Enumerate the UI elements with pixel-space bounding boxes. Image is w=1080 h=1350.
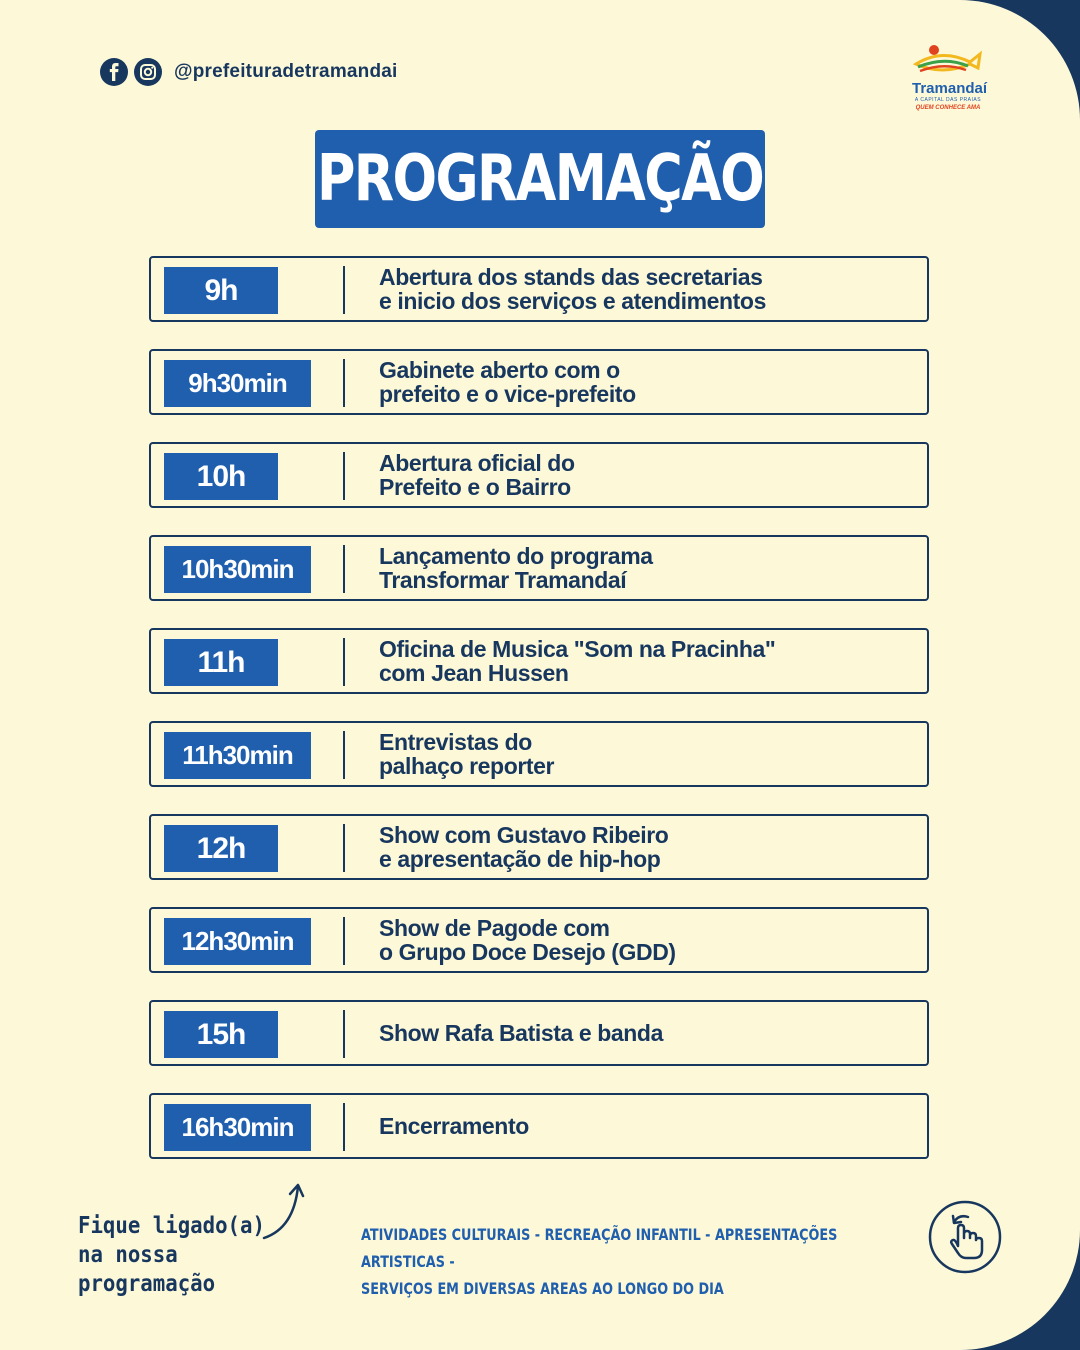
row-divider [343, 917, 345, 965]
activities-line-1: ATIVIDADES CULTURAIS - RECREAÇÃO INFANTIL - APRESENTAÇÕES ARTISTICAS - [361, 1225, 838, 1271]
logo-name: Tramandaí [912, 80, 988, 97]
logo-subtitle: A CAPITAL DAS PRAIAS [914, 97, 982, 103]
schedule-row [149, 1093, 929, 1159]
row-divider [343, 1103, 345, 1151]
row-divider [343, 266, 345, 314]
row-divider [343, 731, 345, 779]
event-description: Lançamento do programa Transformar Tramandaí [379, 543, 653, 593]
schedule-row [149, 907, 929, 973]
schedule-row [149, 256, 929, 322]
time-badge: 11h [164, 639, 278, 686]
event-description: Show Rafa Batista e banda [379, 1020, 663, 1046]
schedule-row [149, 628, 929, 694]
logo-fish-icon [912, 42, 984, 82]
event-description: Gabinete aberto com o prefeito e o vice-prefeito [379, 357, 636, 407]
time-badge: 10h30min [164, 546, 311, 593]
row-divider [343, 359, 345, 407]
event-description: Abertura oficial do Prefeito e o Bairro [379, 450, 575, 500]
schedule-row [149, 442, 929, 508]
title-banner [315, 130, 765, 228]
event-description: Oficina de Musica "Som na Pracinha" com Jean Hussen [379, 636, 776, 686]
time-badge: 9h [164, 267, 278, 314]
social-handle-text: @prefeituradetramandai [174, 61, 398, 82]
event-description: Show de Pagode com o Grupo Doce Desejo (GDD) [379, 915, 676, 965]
cta-text: Fique ligado(a) na nossa programação [78, 1213, 265, 1297]
logo-slogan: QUEM CONHECE AMA [915, 105, 981, 111]
row-divider [343, 1010, 345, 1058]
time-badge: 10h [164, 453, 278, 500]
curved-arrow-icon [258, 1180, 308, 1244]
event-description: Show com Gustavo Ribeiro e apresentação de hip-hop [379, 822, 669, 872]
time-badge: 12h30min [164, 918, 311, 965]
event-description: Encerramento [379, 1113, 529, 1139]
activities-line-2: SERVIÇOS EM DIVERSAS AREAS AO LONGO DO DIA [361, 1279, 724, 1298]
page-title: PROGRAMAÇÃO [316, 142, 764, 216]
row-divider [343, 452, 345, 500]
schedule-row [149, 535, 929, 601]
schedule-row [149, 349, 929, 415]
tap-hand-icon[interactable] [928, 1200, 1002, 1274]
time-badge: 15h [164, 1011, 278, 1058]
facebook-icon[interactable] [100, 58, 128, 86]
social-handle[interactable] [100, 58, 398, 86]
row-divider [343, 824, 345, 872]
activities-text [361, 1221, 921, 1302]
row-divider [343, 638, 345, 686]
event-description: Entrevistas do palhaço reporter [379, 729, 555, 779]
schedule-row [149, 721, 929, 787]
time-badge: 11h30min [164, 732, 311, 779]
tramandai-logo [912, 42, 988, 114]
time-badge: 16h30min [164, 1104, 311, 1151]
schedule-row [149, 814, 929, 880]
time-badge: 12h [164, 825, 278, 872]
instagram-icon[interactable] [134, 58, 162, 86]
row-divider [343, 545, 345, 593]
event-description: Abertura dos stands das secretarias e inicio dos serviços e atendimentos [379, 264, 766, 314]
schedule-row [149, 1000, 929, 1066]
time-badge: 9h30min [164, 360, 311, 407]
